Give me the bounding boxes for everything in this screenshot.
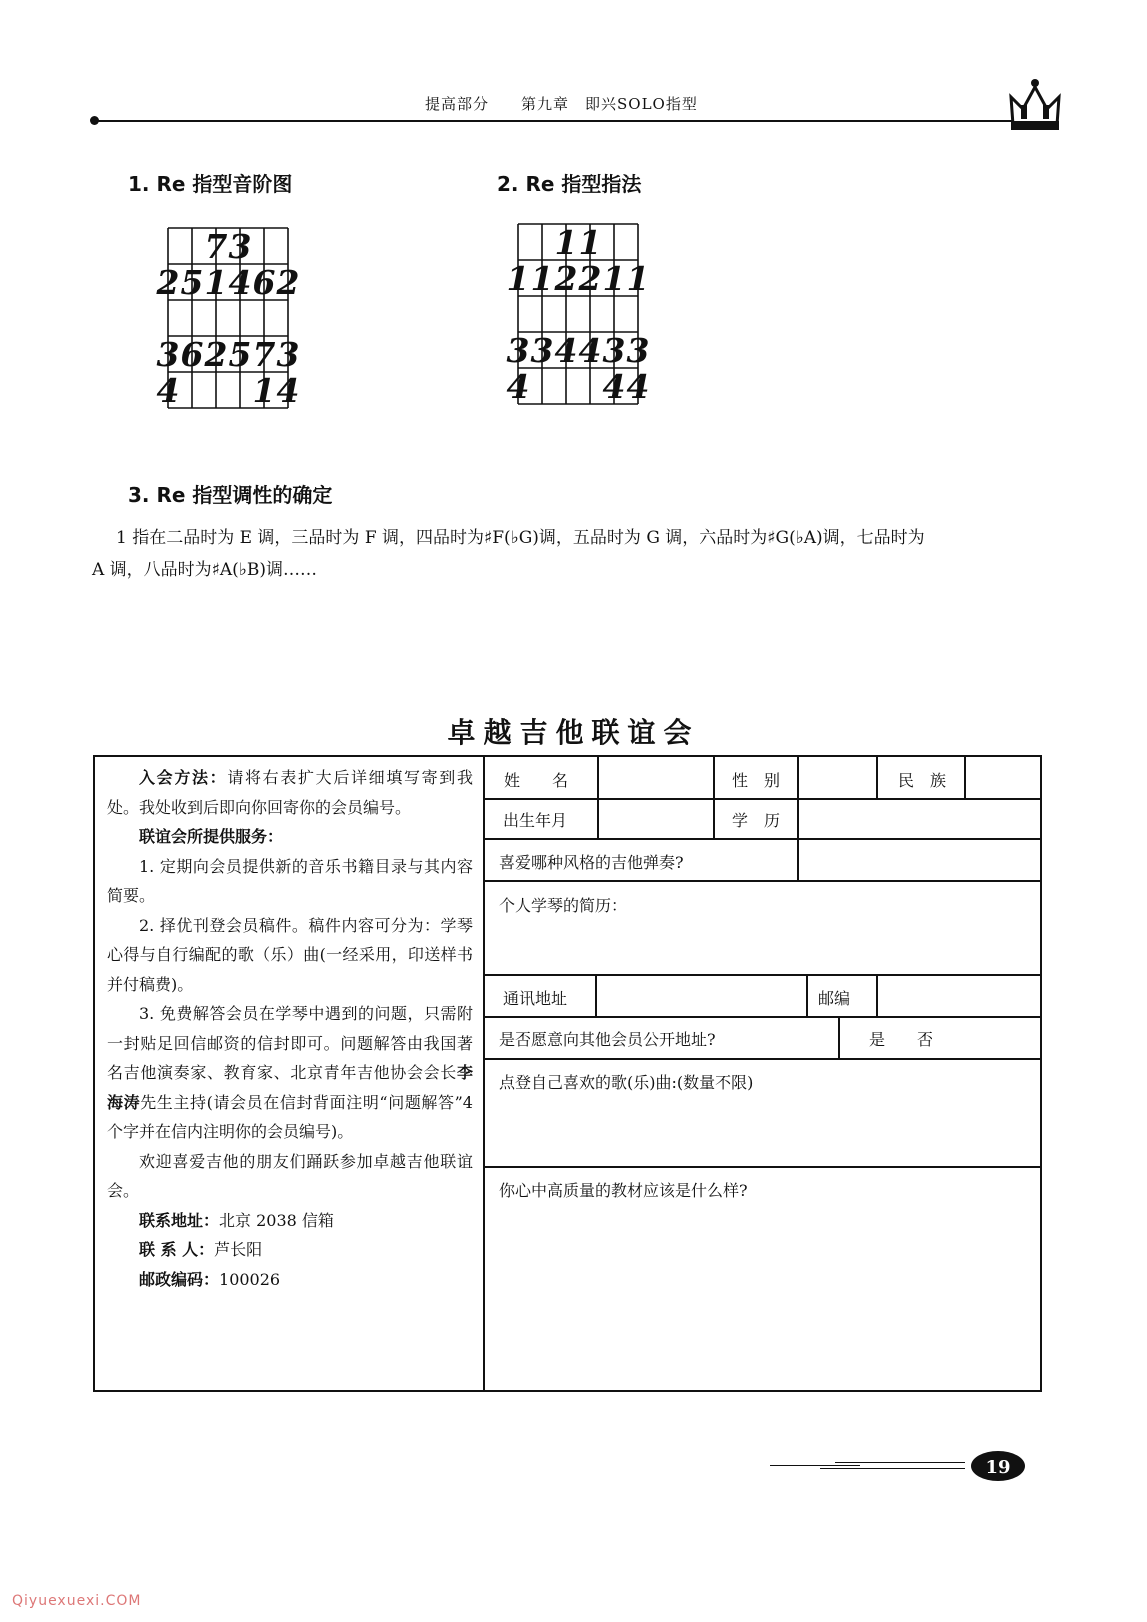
form-rule: [485, 974, 1040, 976]
services-label: 联谊会所提供服务：: [139, 827, 284, 846]
form-divider: [713, 757, 715, 840]
fingering-note: 1: [506, 259, 530, 298]
scale-note: 4: [276, 371, 300, 410]
form-rule: [485, 880, 1040, 882]
fingering-note: 2: [554, 259, 578, 298]
scale-fretboard-diagram: [156, 222, 302, 412]
form-divider: [597, 757, 599, 840]
form-label-name: 姓 名: [504, 771, 569, 790]
section-heading-fingering: 2. Re 指型指法: [497, 172, 642, 196]
scale-note: 3: [156, 335, 180, 374]
scale-note: 4: [156, 371, 180, 410]
fingering-note: 1: [602, 259, 626, 298]
service-3-b: 先生主持(请会员在信封背面注明“问题解答”4个字并在信内注明你的会员编号)。: [107, 1092, 473, 1141]
fingering-note: 1: [626, 259, 650, 298]
footer-rule: [820, 1468, 965, 1469]
fingering-note: 1: [578, 223, 602, 262]
scale-note: 2: [156, 263, 180, 302]
form-divider: [876, 975, 878, 1018]
section-heading-scale: 1. Re 指型音阶图: [128, 172, 293, 196]
form-rule: [485, 798, 1040, 800]
form-divider: [595, 975, 597, 1018]
scale-note: 3: [276, 335, 300, 374]
form-rule: [485, 1058, 1040, 1060]
form-divider: [797, 757, 799, 882]
fingering-note: 4: [506, 367, 530, 406]
scale-note: 5: [180, 263, 204, 302]
page-number: 19: [985, 1457, 1011, 1478]
header-rule: [94, 120, 1012, 122]
postcode-label: 邮政编码：: [139, 1269, 220, 1289]
fingering-note: 4: [602, 367, 626, 406]
form-label-style: 喜爱哪种风格的吉他弹奏?: [499, 853, 684, 872]
header-rule-dot: [90, 116, 99, 125]
fingering-note: 3: [626, 331, 650, 370]
scale-note: 5: [228, 335, 252, 374]
fingering-note: 1: [554, 223, 578, 262]
form-label-gender: 性 别: [732, 771, 781, 790]
form-label-zip: 邮编: [818, 989, 851, 1008]
scale-note: 6: [252, 263, 276, 302]
form-label-birth: 出生年月: [503, 811, 568, 830]
scale-note: 1: [204, 263, 228, 302]
scale-note: 4: [228, 263, 252, 302]
club-title: 卓越吉他联谊会: [447, 716, 700, 749]
form-divider: [876, 757, 878, 799]
key-paragraph: [92, 522, 1062, 586]
form-label-public-question: 是否愿意向其他会员公开地址?: [499, 1030, 716, 1049]
form-label-yes-no: 是 否: [869, 1030, 934, 1049]
page-number-badge: [968, 1449, 1028, 1483]
scale-note: 2: [276, 263, 300, 302]
service-3-name: 李海涛: [107, 1063, 473, 1112]
form-label-history: 个人学琴的简历：: [499, 896, 628, 915]
address-value: 北京 2038 信箱: [219, 1210, 334, 1230]
fingering-note: 4: [554, 331, 578, 370]
section-heading-key: 3. Re 指型调性的确定: [128, 483, 333, 507]
club-info-column: [95, 757, 485, 1390]
form-rule: [485, 1166, 1040, 1168]
fingering-note: 3: [506, 331, 530, 370]
fingering-note: 3: [602, 331, 626, 370]
running-header: 提高部分 第九章 即兴SOLO指型: [425, 95, 698, 113]
scale-note: 2: [204, 335, 228, 374]
address-label: 联系地址：: [139, 1210, 220, 1230]
footer-rule: [770, 1465, 860, 1466]
service-3-a: 3. 免费解答会员在学琴中遇到的问题，只需附一封贴足回信邮资的信封即可。问题解答由我国著名吉他演奏家、教育家、北京青年吉他协会会长: [107, 1004, 473, 1082]
fingering-note: 3: [530, 331, 554, 370]
scale-note: 3: [228, 227, 252, 266]
form-label-songs: 点登自己喜欢的歌(乐)曲:(数量不限): [499, 1073, 754, 1092]
form-label-textbook: 你心中高质量的教材应该是什么样?: [499, 1181, 748, 1200]
fingering-fretboard-diagram: [506, 218, 658, 408]
service-2: 2. 择优刊登会员稿件。稿件内容可分为：学琴心得与自行编配的歌（乐）曲(一经采用，印送样书并付稿费)。: [107, 915, 473, 994]
form-divider: [806, 975, 808, 1018]
scale-note: 1: [252, 371, 276, 410]
scale-note: 7: [204, 227, 228, 266]
postcode-value: 100026: [219, 1269, 281, 1289]
form-divider: [838, 1017, 840, 1060]
fingering-note: 1: [530, 259, 554, 298]
form-label-education: 学 历: [732, 811, 781, 830]
form-rule: [485, 1016, 1040, 1018]
service-1: 1. 定期向会员提供新的音乐书籍目录与其内容简要。: [107, 856, 473, 905]
fingering-note: 4: [626, 367, 650, 406]
form-rule: [485, 838, 1040, 840]
welcome-text: 欢迎喜爱吉他的朋友们踊跃参加卓越吉他联谊会。: [107, 1151, 473, 1200]
scale-note: 6: [180, 335, 204, 374]
contact-value: 芦长阳: [214, 1240, 263, 1259]
form-divider: [964, 757, 966, 799]
fingering-note: 4: [578, 331, 602, 370]
join-label: 入会方法：: [139, 768, 228, 787]
key-paragraph-line-1: 1 指在二品时为 E 调，三品时为 F 调，四品时为♯F(♭G)调，五品时为 G 调，六品时为♯G(♭A)调，七品时为: [116, 528, 925, 548]
form-label-address: 通讯地址: [503, 989, 568, 1008]
key-paragraph-line-2: A 调，八品时为♯A(♭B)调……: [92, 560, 317, 580]
contact-label: 联 系 人：: [139, 1240, 215, 1259]
crown-logo-icon: [1005, 75, 1065, 135]
scale-note: 7: [252, 335, 276, 374]
footer-rule: [835, 1462, 965, 1463]
fingering-note: 2: [578, 259, 602, 298]
watermark-text: Qiyuexuexi.COM: [12, 1593, 142, 1609]
form-label-ethnicity: 民 族: [898, 771, 947, 790]
join-text: 请将右表扩大后详细填写寄到我处。我处收到后即向你回寄你的会员编号。: [107, 768, 473, 817]
